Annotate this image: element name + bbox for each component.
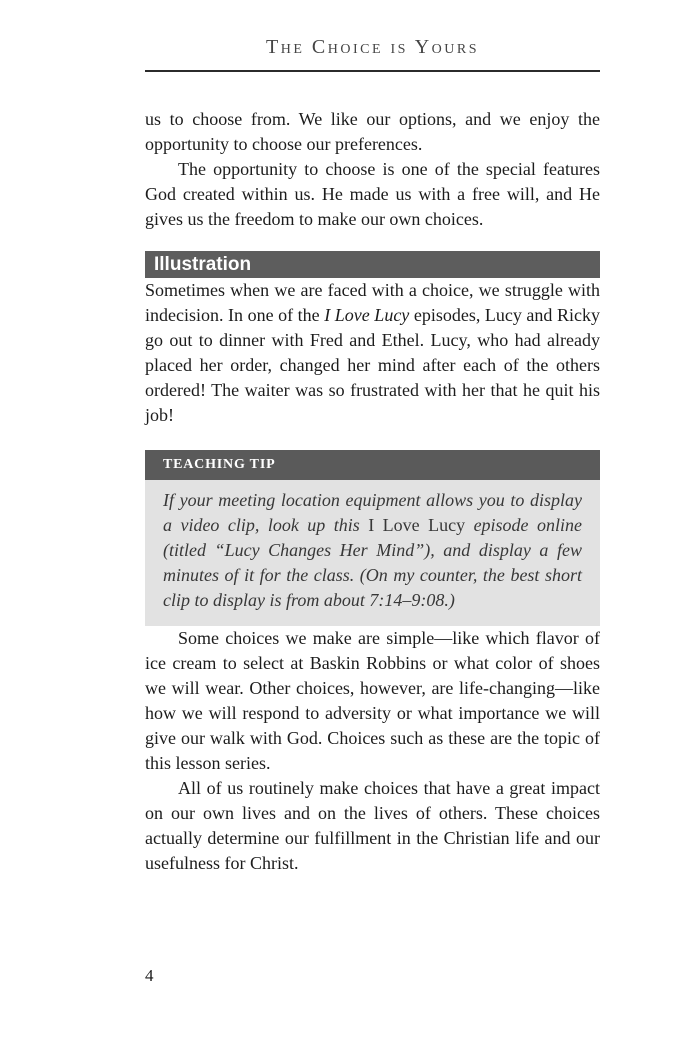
paragraph-impact-choices: All of us routinely make choices that have a great impact on our own lives and on the lives of others. These choices actually determine our fulfillment in the Christian life and our usefulness for Christ. [145, 778, 600, 873]
lucy-story-show-title: I Love Lucy [324, 305, 410, 325]
teaching-tip-body [145, 480, 600, 626]
tip-text-2: episode online (titled “Lucy Changes Her Mind”), and display a few minutes of it for the class. (On my counter, the best short clip to display is from about 7:14–9:08.) [163, 515, 583, 610]
paragraph-lucy-story [145, 278, 600, 428]
tip-text-1: If your meeting location equipment allows you to display a video clip, look up this [163, 490, 582, 535]
illustration-section-header: Illustration [145, 251, 600, 278]
tip-show-title: I Love Lucy [368, 515, 466, 535]
lucy-story-text-2: episodes, Lucy and Ricky go out to dinner with Fred and Ethel. Lucy, who had already placed her order, changed her mind after each of the others ordered! The waiter was so frustrated with her that he quit his job! [145, 305, 600, 425]
paragraph-simple-choices: Some choices we make are simple—like which flavor of ice cream to select at Baskin Robbins or what color of shoes we will wear. Other choices, however, are life-changing—like how we will respond to adversity or what importance we will give our walk with God. Choices such as these are the topic of this lesson series. [145, 628, 600, 773]
paragraph-continuation: us to choose from. We like our options, and we enjoy the opportunity to choose our preferences. [145, 109, 600, 154]
paragraph-opportunity: The opportunity to choose is one of the special features God created within us. He made us with a free will, and He gives us the freedom to make our own choices. [145, 159, 600, 229]
running-head: The Choice is Yours [145, 36, 600, 72]
page-content [145, 0, 600, 876]
teaching-tip-header: TEACHING TIP [145, 450, 600, 480]
teaching-tip-box [145, 450, 600, 626]
lucy-story-text-1: Sometimes when we are faced with a choice, we struggle with indecision. In one of the [145, 280, 600, 325]
page-number: 4 [145, 966, 154, 985]
